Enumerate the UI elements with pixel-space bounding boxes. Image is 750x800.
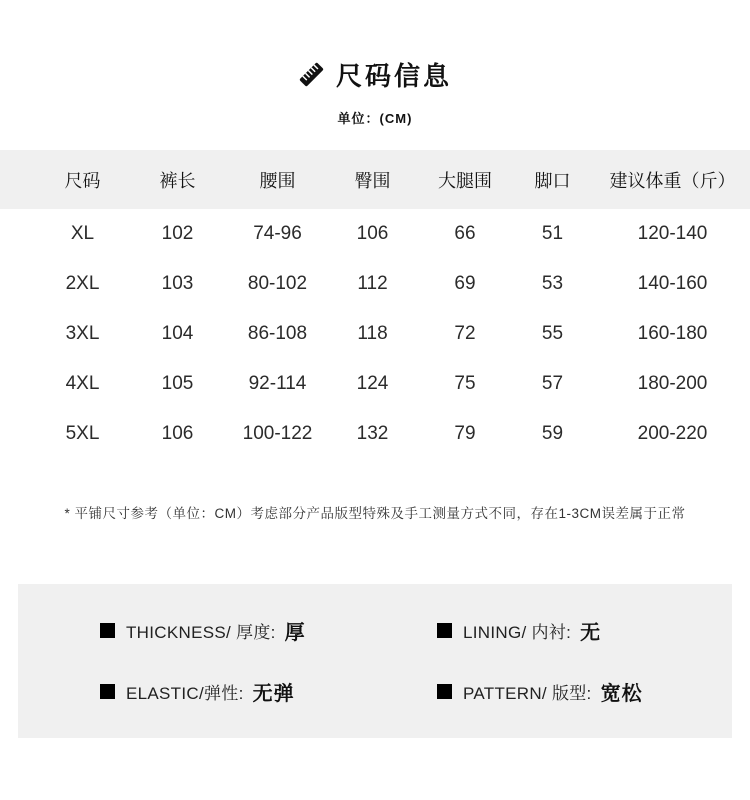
table-cell: 132	[356, 423, 389, 444]
table-cell: 80-102	[247, 273, 308, 294]
table-row	[0, 209, 750, 259]
table-cell: 160-180	[637, 323, 708, 344]
measurement-footnote: * 平铺尺寸参考（单位：CM）考虑部分产品版型特殊及手工测量方式不同，存在1-3CM误差属于正常	[64, 506, 686, 521]
table-cell: 118	[357, 323, 388, 344]
unit-note: 单位：(CM)	[337, 111, 413, 126]
table-cell: 124	[356, 373, 389, 394]
attributes-panel	[18, 584, 732, 738]
table-cell: 104	[161, 323, 194, 344]
column-header: 建议体重（斤）	[609, 170, 736, 191]
table-cell: 53	[541, 273, 564, 294]
table-cell: 74-96	[253, 223, 302, 244]
column-header: 腰围	[259, 170, 296, 191]
table-row	[0, 259, 750, 309]
table-cell: 4XL	[65, 373, 100, 394]
table-cell: 112	[357, 273, 388, 294]
table-cell: 59	[541, 423, 564, 444]
attr-label: THICKNESS/ 厚度:	[126, 623, 276, 642]
size-table-header-band	[0, 150, 750, 209]
table-cell: 105	[161, 373, 194, 394]
table-cell: 79	[454, 423, 476, 444]
square-bullet-icon	[437, 684, 452, 699]
attr-value: 宽松	[600, 683, 643, 705]
table-cell: 120-140	[637, 223, 708, 244]
square-bullet-icon	[100, 623, 115, 638]
attr-item-pattern	[375, 677, 732, 706]
table-cell: 75	[454, 373, 476, 394]
table-cell: 72	[454, 323, 476, 344]
ruler-icon	[298, 60, 326, 90]
attr-item-elastic	[18, 677, 375, 706]
table-cell: 66	[454, 223, 476, 244]
table-cell: 57	[541, 373, 564, 394]
size-table-header	[0, 150, 750, 209]
column-header: 臀围	[354, 170, 391, 191]
attr-value: 厚	[284, 622, 306, 644]
attr-label: LINING/ 内衬:	[463, 623, 572, 642]
table-cell: 102	[161, 223, 194, 244]
table-cell: 51	[541, 223, 564, 244]
attr-item-lining	[375, 616, 732, 645]
table-row	[0, 309, 750, 359]
attr-label: ELASTIC/弹性:	[126, 684, 244, 703]
table-cell: 106	[356, 223, 389, 244]
table-cell: 92-114	[248, 373, 307, 394]
size-table-body	[0, 209, 750, 459]
page-title: 尺码信息	[335, 61, 452, 91]
attr-item-thickness	[18, 616, 375, 645]
attr-value: 无	[580, 622, 602, 644]
attr-label: PATTERN/ 版型:	[463, 684, 592, 703]
page-header	[0, 0, 750, 127]
attr-value: 无弹	[252, 683, 295, 705]
table-row	[0, 409, 750, 459]
table-cell: 180-200	[637, 373, 708, 394]
table-row	[0, 359, 750, 409]
square-bullet-icon	[100, 684, 115, 699]
table-cell: 106	[161, 423, 194, 444]
size-table	[0, 150, 750, 459]
column-header: 脚口	[534, 170, 571, 191]
column-header: 尺码	[64, 170, 101, 191]
table-cell: 69	[454, 273, 476, 294]
table-cell: XL	[70, 223, 95, 244]
table-cell: 3XL	[65, 323, 100, 344]
table-cell: 100-122	[242, 423, 313, 444]
table-cell: 140-160	[637, 273, 708, 294]
column-header: 大腿围	[438, 170, 492, 191]
table-cell: 55	[541, 323, 564, 344]
square-bullet-icon	[437, 623, 452, 638]
table-cell: 86-108	[247, 323, 308, 344]
table-cell: 103	[161, 273, 194, 294]
table-cell: 2XL	[65, 273, 100, 294]
column-header: 裤长	[159, 170, 196, 191]
title-row	[0, 56, 750, 93]
table-cell: 200-220	[637, 423, 708, 444]
table-cell: 5XL	[65, 423, 100, 444]
